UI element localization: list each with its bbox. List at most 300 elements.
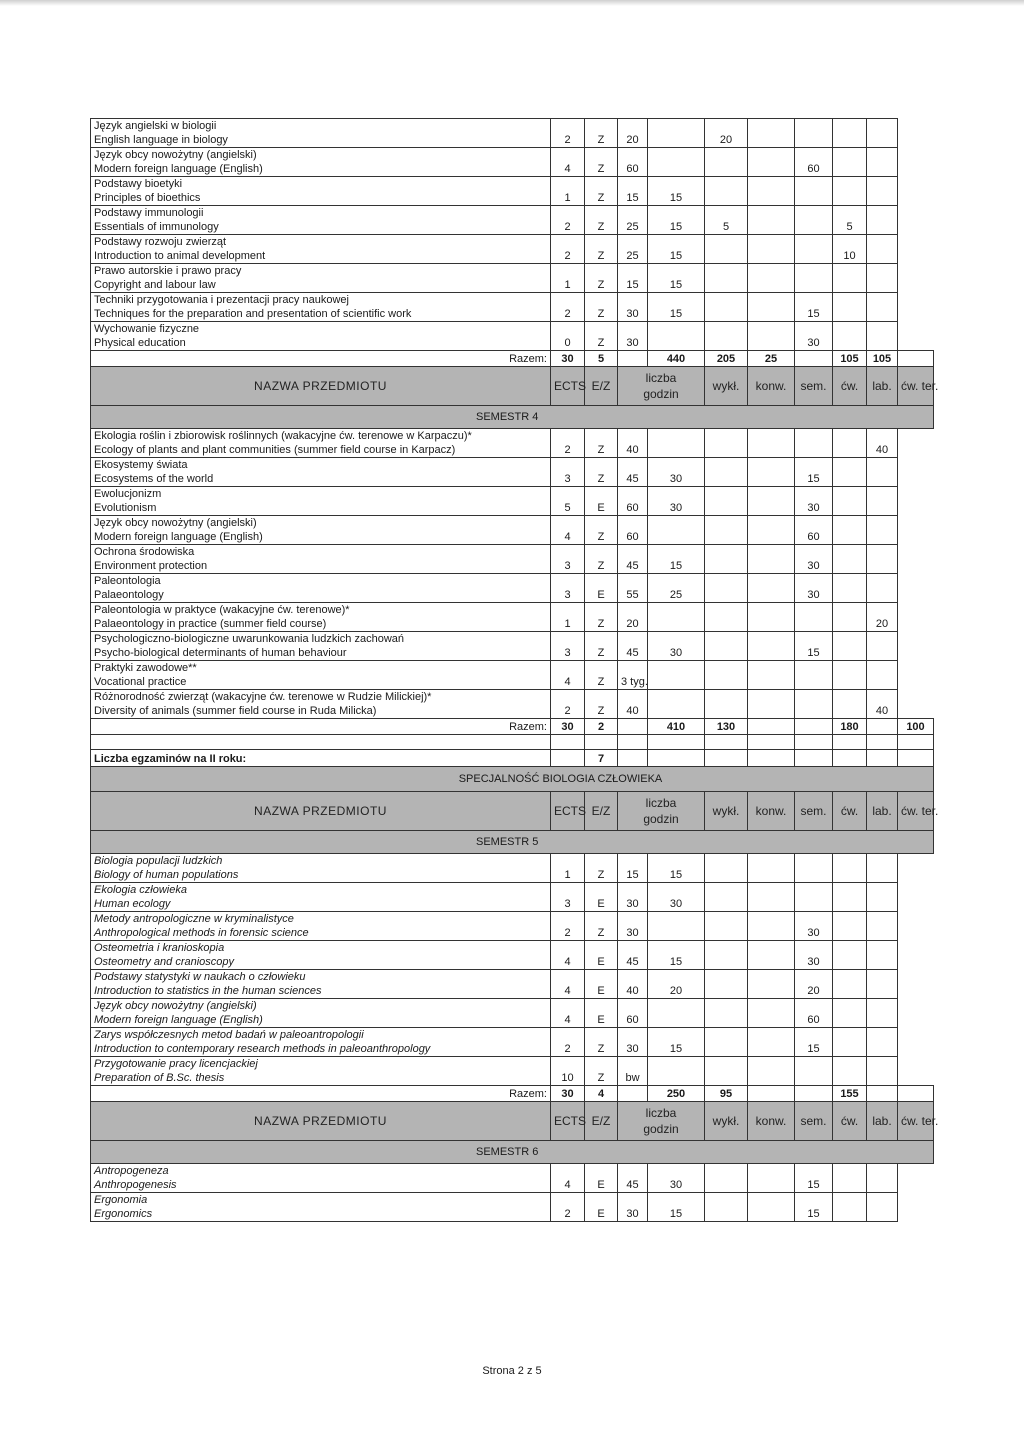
course-name-pl: Ekologia człowieka bbox=[91, 883, 551, 898]
course-lect: 15 bbox=[648, 307, 705, 322]
course-row-en bbox=[91, 588, 934, 603]
course-sem bbox=[748, 443, 795, 458]
course-cw-ter bbox=[867, 191, 898, 206]
exam-count-label: Liczba egzaminów na II roku: bbox=[91, 750, 551, 767]
course-lect: 30 bbox=[648, 646, 705, 661]
course-hours: 45 bbox=[618, 646, 648, 661]
course-name-pl: Zarys współczesnych metod badań w paleoantropologii bbox=[91, 1028, 551, 1043]
course-name-pl: Psychologiczno-biologiczne uwarunkowania ludzkich zachowań bbox=[91, 632, 551, 647]
course-lect: 15 bbox=[648, 191, 705, 206]
course-sem bbox=[748, 868, 795, 883]
course-lab bbox=[833, 955, 867, 970]
course-lab bbox=[833, 984, 867, 999]
course-ez: E bbox=[585, 501, 618, 516]
course-name-en: Introduction to contemporary research methods in paleoanthropology bbox=[91, 1042, 551, 1057]
course-lect bbox=[648, 133, 705, 148]
course-name-en: Environment protection bbox=[91, 559, 551, 574]
course-row-en bbox=[91, 220, 934, 235]
course-row-pl bbox=[91, 177, 934, 192]
course-cw-ter bbox=[867, 646, 898, 661]
course-konw: 20 bbox=[705, 133, 748, 148]
course-sem bbox=[748, 220, 795, 235]
course-ez: Z bbox=[585, 530, 618, 545]
course-lect bbox=[648, 704, 705, 719]
course-cw bbox=[795, 249, 833, 264]
course-name-pl: Przygotowanie pracy licencjackiej bbox=[91, 1057, 551, 1072]
course-name-en: Anthropological methods in forensic science bbox=[91, 926, 551, 941]
course-sem bbox=[748, 501, 795, 516]
course-sem bbox=[748, 926, 795, 941]
course-row-pl bbox=[91, 119, 934, 134]
course-ez: Z bbox=[585, 675, 618, 690]
course-konw bbox=[705, 501, 748, 516]
course-lab bbox=[833, 1207, 867, 1222]
course-sem bbox=[748, 1042, 795, 1057]
course-cw: 30 bbox=[795, 501, 833, 516]
course-lect bbox=[648, 617, 705, 632]
course-konw bbox=[705, 955, 748, 970]
course-lab bbox=[833, 646, 867, 661]
course-sem bbox=[748, 646, 795, 661]
course-row-pl bbox=[91, 1057, 934, 1072]
course-cw bbox=[795, 675, 833, 690]
course-name-pl: Wychowanie fizyczne bbox=[91, 322, 551, 337]
course-konw bbox=[705, 984, 748, 999]
course-ez: Z bbox=[585, 926, 618, 941]
course-ez: Z bbox=[585, 646, 618, 661]
course-konw: 5 bbox=[705, 220, 748, 235]
course-name-en: Modern foreign language (English) bbox=[91, 162, 551, 177]
course-name-pl: Podstawy bioetyki bbox=[91, 177, 551, 192]
course-ez: Z bbox=[585, 1071, 618, 1086]
course-ects: 3 bbox=[551, 559, 585, 574]
course-name-en: Diversity of animals (summer field course in Ruda Milicka) bbox=[91, 704, 551, 719]
course-ez: Z bbox=[585, 617, 618, 632]
course-lab bbox=[833, 1178, 867, 1193]
course-cw-ter bbox=[867, 530, 898, 545]
course-name-pl: Podstawy immunologii bbox=[91, 206, 551, 221]
course-name-en: Physical education bbox=[91, 336, 551, 351]
semester-6-label: SEMESTR 6 bbox=[91, 1141, 934, 1164]
course-lect bbox=[648, 336, 705, 351]
course-row-en bbox=[91, 675, 934, 690]
course-name-en: Principles of bioethics bbox=[91, 191, 551, 206]
course-ez: Z bbox=[585, 704, 618, 719]
course-row-pl bbox=[91, 1164, 934, 1179]
course-name-pl: Techniki przygotowania i prezentacji pracy naukowej bbox=[91, 293, 551, 308]
course-lab bbox=[833, 704, 867, 719]
course-cw: 15 bbox=[795, 307, 833, 322]
course-ez: E bbox=[585, 897, 618, 912]
course-cw: 15 bbox=[795, 646, 833, 661]
curriculum-table bbox=[90, 118, 939, 1222]
course-sem bbox=[748, 559, 795, 574]
specialization-title: SPECJALNOŚĆ BIOLOGIA CZŁOWIEKA bbox=[91, 767, 934, 792]
course-name-en: Essentials of immunology bbox=[91, 220, 551, 235]
course-row-pl bbox=[91, 1028, 934, 1043]
course-cw: 30 bbox=[795, 588, 833, 603]
course-hours: 45 bbox=[618, 1178, 648, 1193]
course-ez: Z bbox=[585, 307, 618, 322]
course-ects: 2 bbox=[551, 1042, 585, 1057]
course-ez: Z bbox=[585, 443, 618, 458]
course-cw-ter: 40 bbox=[867, 704, 898, 719]
course-cw-ter bbox=[867, 220, 898, 235]
course-konw bbox=[705, 1013, 748, 1028]
course-konw bbox=[705, 443, 748, 458]
course-cw-ter bbox=[867, 1013, 898, 1028]
course-row-en bbox=[91, 868, 934, 883]
course-name-en: Biology of human populations bbox=[91, 868, 551, 883]
course-cw bbox=[795, 191, 833, 206]
course-konw bbox=[705, 868, 748, 883]
course-row-en bbox=[91, 984, 934, 999]
course-name-en: English language in biology bbox=[91, 133, 551, 148]
course-row-en bbox=[91, 278, 934, 293]
course-row-en bbox=[91, 897, 934, 912]
course-sem bbox=[748, 307, 795, 322]
course-name-en: Human ecology bbox=[91, 897, 551, 912]
course-row-en bbox=[91, 1013, 934, 1028]
course-row-pl bbox=[91, 854, 934, 869]
course-name-pl: Metody antropologiczne w kryminalistyce bbox=[91, 912, 551, 927]
course-sem bbox=[748, 530, 795, 545]
course-row-pl bbox=[91, 1193, 934, 1208]
course-sem bbox=[748, 984, 795, 999]
header-lab: lab. bbox=[867, 367, 898, 406]
course-row-pl bbox=[91, 603, 934, 618]
course-konw bbox=[705, 249, 748, 264]
course-hours: 45 bbox=[618, 472, 648, 487]
course-row-pl bbox=[91, 941, 934, 956]
course-konw bbox=[705, 1042, 748, 1057]
semester-6-rows bbox=[91, 1164, 934, 1222]
course-sem bbox=[748, 336, 795, 351]
course-name-pl: Paleontologia w praktyce (wakacyjne ćw. terenowe)* bbox=[91, 603, 551, 618]
course-row-en bbox=[91, 617, 934, 632]
course-ects: 0 bbox=[551, 336, 585, 351]
course-name-en: Osteometry and cranioscopy bbox=[91, 955, 551, 970]
course-row-en bbox=[91, 704, 934, 719]
semester-4-label: SEMESTR 4 bbox=[91, 406, 934, 429]
course-hours: 60 bbox=[618, 501, 648, 516]
course-name-pl: Biologia populacji ludzkich bbox=[91, 854, 551, 869]
course-lect: 15 bbox=[648, 559, 705, 574]
course-hours: 25 bbox=[618, 220, 648, 235]
course-konw bbox=[705, 1178, 748, 1193]
course-cw: 20 bbox=[795, 984, 833, 999]
course-konw bbox=[705, 675, 748, 690]
course-name-en: Copyright and labour law bbox=[91, 278, 551, 293]
course-name-pl: Ewolucjonizm bbox=[91, 487, 551, 502]
course-hours: 30 bbox=[618, 1042, 648, 1057]
course-ects: 4 bbox=[551, 1178, 585, 1193]
semester-3-rows bbox=[91, 119, 934, 351]
course-name-en: Introduction to statistics in the human sciences bbox=[91, 984, 551, 999]
course-name-pl: Ekologia roślin i zbiorowisk roślinnych (wakacyjne ćw. terenowe w Karpaczu)* bbox=[91, 429, 551, 444]
course-cw-ter bbox=[867, 1042, 898, 1057]
course-sem bbox=[748, 249, 795, 264]
course-lab bbox=[833, 675, 867, 690]
course-ez: E bbox=[585, 1013, 618, 1028]
course-ects: 4 bbox=[551, 162, 585, 177]
course-hours: 45 bbox=[618, 559, 648, 574]
header-ects: ECTS bbox=[551, 367, 585, 406]
course-lab bbox=[833, 926, 867, 941]
course-name-pl: Paleontologia bbox=[91, 574, 551, 589]
course-sem bbox=[748, 1207, 795, 1222]
course-cw: 30 bbox=[795, 955, 833, 970]
course-cw-ter bbox=[867, 926, 898, 941]
course-lect: 30 bbox=[648, 472, 705, 487]
course-konw bbox=[705, 926, 748, 941]
course-row-en bbox=[91, 646, 934, 661]
semester-4-label-row bbox=[91, 406, 934, 429]
header-hours: liczba godzin bbox=[618, 367, 705, 406]
course-cw: 60 bbox=[795, 1013, 833, 1028]
course-row-pl bbox=[91, 235, 934, 250]
course-lect: 15 bbox=[648, 1042, 705, 1057]
course-hours: 15 bbox=[618, 278, 648, 293]
course-lab bbox=[833, 191, 867, 206]
course-lab bbox=[833, 307, 867, 322]
course-cw: 15 bbox=[795, 1207, 833, 1222]
course-lab bbox=[833, 588, 867, 603]
course-ez: Z bbox=[585, 868, 618, 883]
course-hours: 25 bbox=[618, 249, 648, 264]
course-row-en bbox=[91, 191, 934, 206]
course-row-en bbox=[91, 559, 934, 574]
course-hours: 30 bbox=[618, 926, 648, 941]
course-cw bbox=[795, 1071, 833, 1086]
course-cw bbox=[795, 443, 833, 458]
course-konw bbox=[705, 162, 748, 177]
course-row-en bbox=[91, 133, 934, 148]
course-row-en bbox=[91, 1071, 934, 1086]
course-name-en: Preparation of B.Sc. thesis bbox=[91, 1071, 551, 1086]
semester-5-label-row bbox=[91, 831, 934, 854]
course-lect bbox=[648, 1071, 705, 1086]
course-lect: 15 bbox=[648, 868, 705, 883]
course-row-en bbox=[91, 926, 934, 941]
semester-5-label: SEMESTR 5 bbox=[91, 831, 934, 854]
course-cw-ter: 40 bbox=[867, 443, 898, 458]
header-ez: E/Z bbox=[585, 367, 618, 406]
course-ects: 1 bbox=[551, 868, 585, 883]
course-row-en bbox=[91, 307, 934, 322]
course-cw bbox=[795, 897, 833, 912]
specialization-row bbox=[91, 767, 934, 792]
course-ez: E bbox=[585, 1207, 618, 1222]
semester-5-total: Razem: 30 4 250 95 155 bbox=[91, 1086, 934, 1102]
course-hours: 60 bbox=[618, 1013, 648, 1028]
course-hours: 30 bbox=[618, 307, 648, 322]
course-ects: 4 bbox=[551, 1013, 585, 1028]
page-number: Strona 2 z 5 bbox=[482, 1365, 542, 1377]
course-cw bbox=[795, 220, 833, 235]
course-konw bbox=[705, 530, 748, 545]
course-ects: 4 bbox=[551, 955, 585, 970]
course-lab bbox=[833, 1042, 867, 1057]
course-lab bbox=[833, 336, 867, 351]
course-row-pl bbox=[91, 883, 934, 898]
course-name-pl: Ergonomia bbox=[91, 1193, 551, 1208]
course-row-pl bbox=[91, 458, 934, 473]
course-lab: 10 bbox=[833, 249, 867, 264]
course-name-pl: Język angielski w biologii bbox=[91, 119, 551, 134]
course-name-pl: Ekosystemy świata bbox=[91, 458, 551, 473]
course-ez: E bbox=[585, 1178, 618, 1193]
course-lab: 5 bbox=[833, 220, 867, 235]
course-row-pl bbox=[91, 264, 934, 279]
course-row-pl bbox=[91, 690, 934, 705]
course-row-en bbox=[91, 336, 934, 351]
course-sem bbox=[748, 675, 795, 690]
course-lab bbox=[833, 278, 867, 293]
course-ects: 2 bbox=[551, 307, 585, 322]
course-hours: 60 bbox=[618, 162, 648, 177]
course-name-en: Palaeontology bbox=[91, 588, 551, 603]
header-konw: konw. bbox=[748, 367, 795, 406]
course-konw bbox=[705, 1071, 748, 1086]
course-lect bbox=[648, 675, 705, 690]
course-ects: 2 bbox=[551, 704, 585, 719]
course-cw-ter bbox=[867, 249, 898, 264]
course-lab bbox=[833, 472, 867, 487]
course-cw: 60 bbox=[795, 162, 833, 177]
course-ez: E bbox=[585, 955, 618, 970]
course-ects: 4 bbox=[551, 530, 585, 545]
header-sem: sem. bbox=[795, 367, 833, 406]
course-row-pl bbox=[91, 999, 934, 1014]
course-cw bbox=[795, 617, 833, 632]
course-lect: 30 bbox=[648, 501, 705, 516]
course-sem bbox=[748, 955, 795, 970]
course-ects: 4 bbox=[551, 675, 585, 690]
course-lect: 15 bbox=[648, 1207, 705, 1222]
course-lect bbox=[648, 1013, 705, 1028]
course-cw-ter bbox=[867, 1178, 898, 1193]
course-sem bbox=[748, 1071, 795, 1086]
course-konw bbox=[705, 897, 748, 912]
course-cw: 30 bbox=[795, 336, 833, 351]
course-sem bbox=[748, 704, 795, 719]
course-konw bbox=[705, 704, 748, 719]
course-lab bbox=[833, 133, 867, 148]
course-ects: 1 bbox=[551, 191, 585, 206]
course-lab bbox=[833, 559, 867, 574]
exam-count-row bbox=[91, 750, 934, 767]
course-lect: 20 bbox=[648, 984, 705, 999]
course-lect: 15 bbox=[648, 955, 705, 970]
course-ez: Z bbox=[585, 191, 618, 206]
course-ects: 3 bbox=[551, 646, 585, 661]
course-lect: 30 bbox=[648, 897, 705, 912]
course-lab bbox=[833, 897, 867, 912]
course-name-en: Ecology of plants and plant communities (summer field course in Karpacz) bbox=[91, 443, 551, 458]
course-ects: 5 bbox=[551, 501, 585, 516]
course-lab bbox=[833, 443, 867, 458]
semester-6-label-row bbox=[91, 1141, 934, 1164]
course-row-en bbox=[91, 1042, 934, 1057]
course-row-en bbox=[91, 955, 934, 970]
course-cw-ter bbox=[867, 501, 898, 516]
course-sem bbox=[748, 133, 795, 148]
course-hours: 40 bbox=[618, 704, 648, 719]
course-hours: 3 tyg. bbox=[618, 675, 648, 690]
course-konw bbox=[705, 588, 748, 603]
course-row-pl bbox=[91, 487, 934, 502]
course-sem bbox=[748, 472, 795, 487]
course-row-pl bbox=[91, 970, 934, 985]
course-ez: Z bbox=[585, 1042, 618, 1057]
course-sem bbox=[748, 588, 795, 603]
header-lecture: wykł. bbox=[705, 367, 748, 406]
course-name-pl: Prawo autorskie i prawo pracy bbox=[91, 264, 551, 279]
course-row-pl bbox=[91, 206, 934, 221]
spacer-row bbox=[91, 735, 934, 750]
course-konw bbox=[705, 559, 748, 574]
course-konw bbox=[705, 1207, 748, 1222]
course-konw bbox=[705, 336, 748, 351]
course-cw-ter bbox=[867, 868, 898, 883]
course-row-pl bbox=[91, 148, 934, 163]
course-cw bbox=[795, 133, 833, 148]
course-cw: 15 bbox=[795, 1178, 833, 1193]
course-row-en bbox=[91, 249, 934, 264]
course-name-pl: Ochrona środowiska bbox=[91, 545, 551, 560]
course-name-pl: Różnorodność zwierząt (wakacyjne ćw. terenowe w Rudzie Milickiej)* bbox=[91, 690, 551, 705]
course-name-pl: Antropogeneza bbox=[91, 1164, 551, 1179]
course-ez: Z bbox=[585, 472, 618, 487]
course-row-pl bbox=[91, 322, 934, 337]
course-hours: 40 bbox=[618, 443, 648, 458]
course-row-pl bbox=[91, 429, 934, 444]
course-cw bbox=[795, 868, 833, 883]
course-cw-ter: 20 bbox=[867, 617, 898, 632]
course-hours: 30 bbox=[618, 1207, 648, 1222]
course-ects: 2 bbox=[551, 133, 585, 148]
course-ects: 2 bbox=[551, 249, 585, 264]
course-name-en: Psycho-biological determinants of human behaviour bbox=[91, 646, 551, 661]
course-ects: 10 bbox=[551, 1071, 585, 1086]
course-lab bbox=[833, 501, 867, 516]
course-cw-ter bbox=[867, 675, 898, 690]
course-ez: Z bbox=[585, 162, 618, 177]
course-row-pl bbox=[91, 516, 934, 531]
course-cw-ter bbox=[867, 162, 898, 177]
course-name-pl: Język obcy nowożytny (angielski) bbox=[91, 999, 551, 1014]
course-ez: Z bbox=[585, 133, 618, 148]
header-subject: NAZWA PRZEDMIOTU bbox=[91, 367, 551, 406]
course-cw bbox=[795, 704, 833, 719]
course-name-en: Evolutionism bbox=[91, 501, 551, 516]
course-lect bbox=[648, 443, 705, 458]
course-lect: 15 bbox=[648, 249, 705, 264]
course-cw-ter bbox=[867, 1207, 898, 1222]
column-header-row: NAZWA PRZEDMIOTU ECTS E/Z liczba godzin wykł. konw. sem. ćw. lab. ćw. ter. bbox=[91, 792, 934, 831]
semester-5-rows bbox=[91, 854, 934, 1086]
course-name-en: Introduction to animal development bbox=[91, 249, 551, 264]
course-hours: 30 bbox=[618, 897, 648, 912]
course-sem bbox=[748, 1178, 795, 1193]
course-lab bbox=[833, 1071, 867, 1086]
course-konw bbox=[705, 307, 748, 322]
course-hours: 20 bbox=[618, 617, 648, 632]
course-lect: 25 bbox=[648, 588, 705, 603]
course-row-pl bbox=[91, 912, 934, 927]
course-hours: 40 bbox=[618, 984, 648, 999]
